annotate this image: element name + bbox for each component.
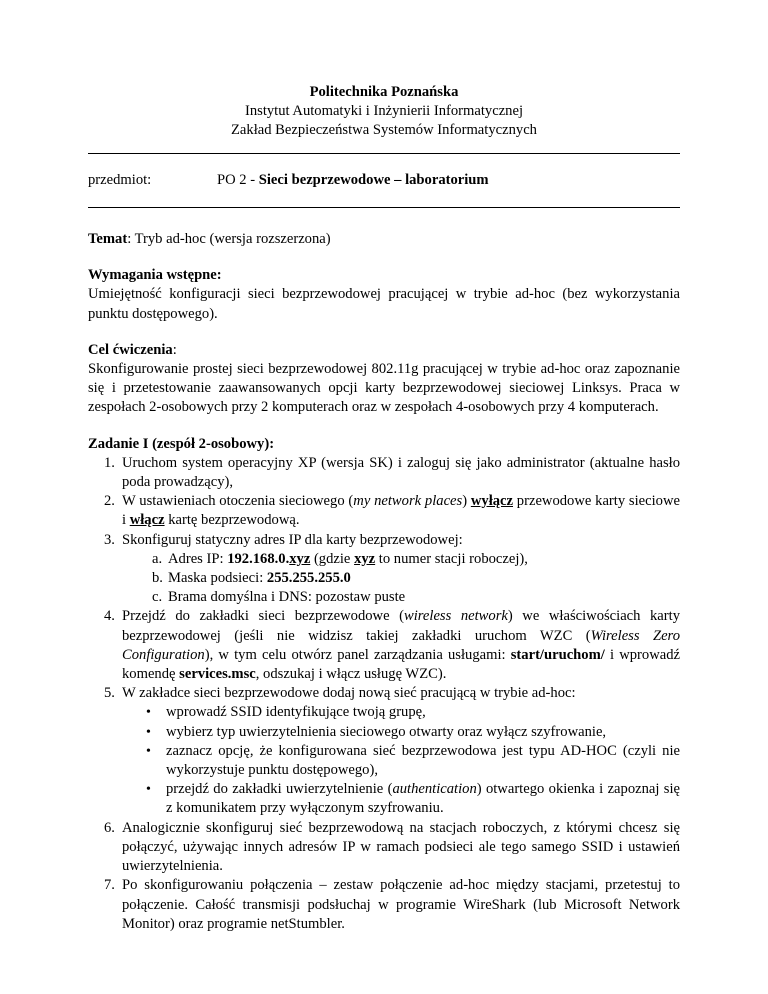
task-step-6 [122, 819, 680, 877]
substep-text: Maska podsieci: [168, 570, 267, 587]
task-step-text: ) we właściwościach karty bezprzewodowej (jeśli nie widzisz takiej zakładki uruchom WZC ( [122, 608, 680, 644]
topic-text: : Tryb ad-hoc (wersja rozszerzona) [127, 231, 331, 247]
term-authentication: authentication [392, 781, 477, 798]
institute-name: Instytut Automatyki i Inżynierii Informatycznej [244, 103, 524, 119]
command-services-msc: services.msc [179, 666, 256, 683]
task-step-text: W ustawieniach otoczenia sieciowego ( [122, 493, 354, 510]
goal-text: Skonfigurowanie prostej sieci bezprzewodowej 802.11g pracującej w trybie ad-hoc oraz zapoznanie się i przetestowanie zaawansowanych opcji karty bezprzewodowej sieciowej Linksys. Praca w zespołach 2-osobowych przy 2 komputerach oraz w zespołach 4-osobowych przy 4 komputerach. [88, 361, 680, 416]
substep-marker: b. [152, 570, 163, 587]
task-step-text: ), w tym celu otwórz panel zarządzania usługami: [204, 646, 511, 663]
top-divider [88, 153, 680, 154]
substep-gateway-dns [152, 588, 680, 607]
substep-text: Brama domyślna i DNS: pozostaw puste [168, 589, 406, 606]
adhoc-config-bullets [122, 703, 680, 818]
task-step-text: i wprowadź komendę [122, 646, 680, 683]
bullet-item: • wybierz typ uwierzytelnienia sieciowego otwarty oraz wyłącz szyfrowanie, [166, 723, 680, 742]
task-section [88, 435, 680, 934]
task-step-text: Po skonfigurowaniu połączenia – zestaw połączenie ad-hoc między stacjami, przetestuj to połączenie. Całość transmisji podsłuchaj w programie WireShark (lub Microsoft Network Monitor) oraz programie netStumbler. [122, 877, 680, 932]
substep-subnet-mask [152, 569, 680, 588]
ip-config-substeps [122, 550, 680, 608]
task-step-text: Przejdź do zakładki sieci bezprzewodowe ( [122, 608, 404, 625]
subject-value [217, 171, 489, 190]
task-step-4 [122, 607, 680, 684]
task-step-text: Skonfiguruj statyczny adres IP dla karty bezprzewodowej: [122, 531, 463, 548]
document-header [0, 83, 768, 140]
substep-marker: a. [152, 550, 163, 567]
bullet-text: ) otwartego okienka i zapoznaj się z komunikatem przy wyłączonym szyfrowaniu. [166, 781, 680, 817]
requirements-text: Umiejętność konfiguracji sieci bezprzewodowej pracującej w trybie ad-hoc (bez wykorzystania punktu dostępowego). [88, 286, 680, 322]
subject-label: przedmiot: [88, 172, 152, 188]
term-my-network-places: my network places [353, 493, 463, 510]
task-steps [88, 454, 680, 934]
task-step-3 [122, 531, 680, 608]
subject-name: Sieci bezprzewodowe – laboratorium [258, 172, 489, 188]
substep-ip-address [152, 550, 680, 569]
task-step-text: przewodowe karty sieciowe i [122, 493, 680, 529]
task-step-5 [122, 684, 680, 818]
term-wzc: Wireless Zero Configuration [122, 627, 680, 663]
task-step-text: Uruchom system operacyjny XP (wersja SK) i zaloguj się jako administrator (aktualne hasło poda prowadzący), [122, 454, 680, 491]
emphasis-disable: wyłącz [470, 493, 514, 510]
topic-section [88, 230, 680, 249]
bullet-text: przejdź do zakładki uwierzytelnienie ( [166, 781, 393, 798]
document-body [88, 230, 680, 934]
substep-text: to numer stacji roboczej), [375, 550, 528, 567]
ip-xyz: xyz [289, 550, 311, 567]
task-step-1 [122, 454, 680, 492]
task-step-text: , odszukaj i włącz usługę WZC). [255, 666, 447, 683]
emphasis-enable: włącz [129, 512, 165, 529]
topic-label: Temat [88, 231, 128, 247]
goal-heading: Cel ćwiczenia [88, 341, 173, 358]
bottom-divider [88, 207, 680, 208]
substep-text: (gdzie [310, 550, 355, 567]
command-start-run: start/uruchom/ [510, 646, 605, 663]
requirements-section [88, 266, 680, 324]
bullet-item [166, 780, 680, 818]
substep-marker: c. [152, 589, 163, 606]
requirements-heading: Wymagania wstępne: [88, 267, 222, 284]
task-step-text: W zakładce sieci bezprzewodowe dodaj nową sieć pracującą w trybie ad-hoc: [122, 685, 576, 702]
department-name: Zakład Bezpieczeństwa Systemów Informatycznych [231, 122, 537, 138]
task-step-text: Analogicznie skonfiguruj sieć bezprzewodową na stacjach roboczych, z którymi chcesz się połączyć, używając innych adresów IP w ramach podsieci ale tego samego SSID i ustawień uwierzytelnienia. [122, 819, 680, 875]
task-step-text: kartę bezprzewodową. [164, 512, 300, 529]
task-step-text: ) [462, 493, 471, 510]
bullet-item: • zaznacz opcję, że konfigurowana sieć bezprzewodowa jest typu AD-HOC (czyli nie wykorzystuje punktu dostępowego), [166, 742, 680, 780]
task-heading: Zadanie I (zespół 2-osobowy): [88, 435, 275, 452]
goal-colon: : [172, 341, 177, 358]
ip-xyz: xyz [354, 550, 376, 567]
ip-prefix: 192.168.0. [227, 550, 290, 567]
goal-section [88, 341, 680, 418]
university-name: Politechnika Poznańska [309, 84, 459, 100]
task-step-7 [122, 876, 680, 934]
task-step-2 [122, 492, 680, 530]
substep-text: Adres IP: [168, 550, 228, 567]
subnet-mask-value: 255.255.255.0 [266, 570, 351, 587]
bullet-item: • wprowadź SSID identyfikujące twoją grupę, [166, 703, 680, 722]
subject-code: PO 2 - [217, 172, 259, 188]
term-wireless-network: wireless network [404, 608, 508, 625]
